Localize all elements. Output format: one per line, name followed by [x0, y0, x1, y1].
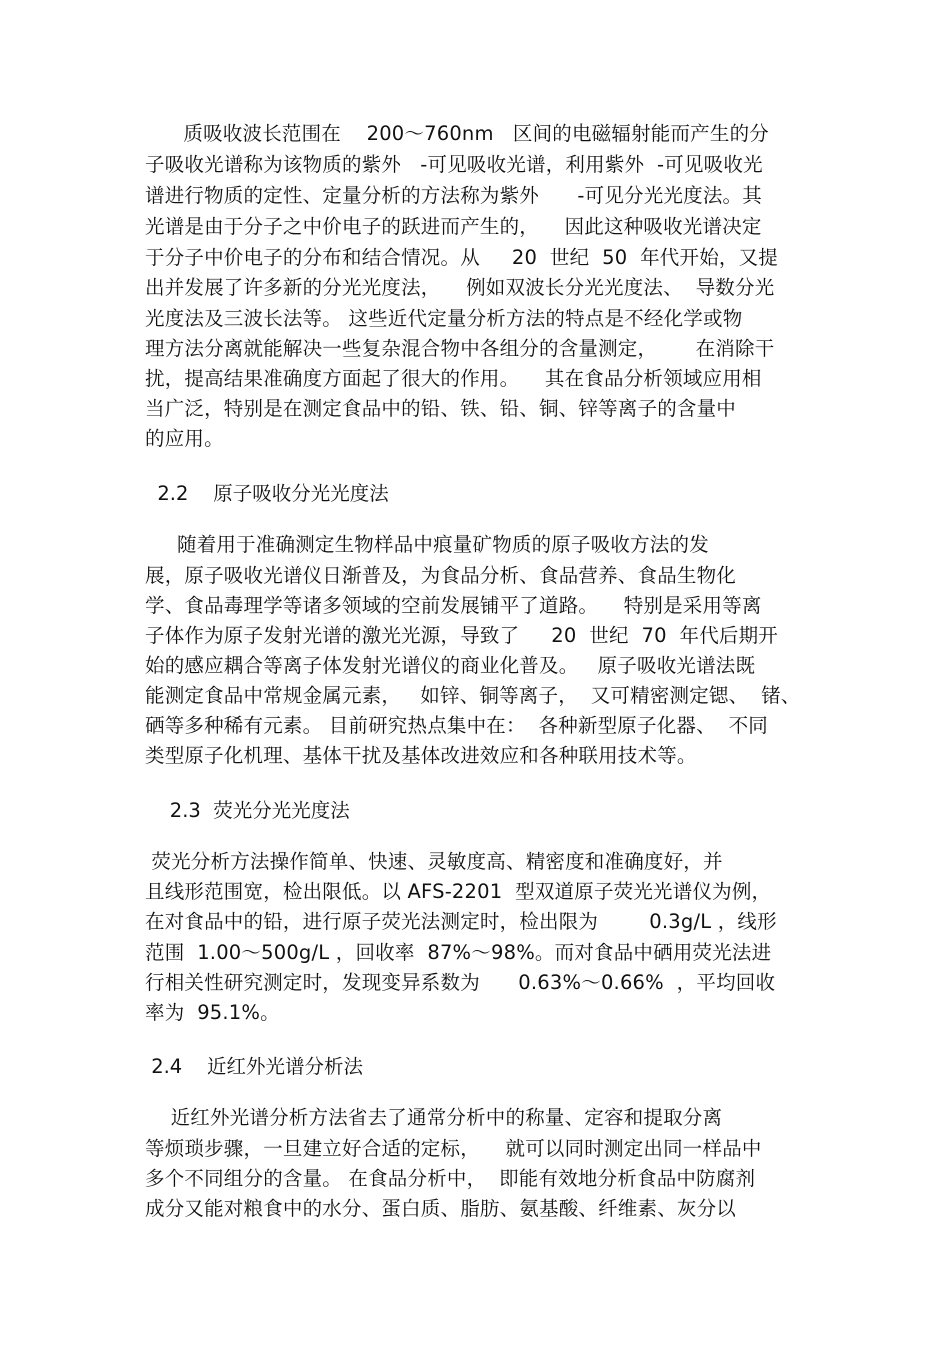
text-line: 硒等多种稀有元素。 目前研究热点集中在： 各种新型原子化器、 不同 [145, 714, 768, 737]
text-line: 光度法及三波长法等。 这些近代定量分析方法的特点是不经化学或物 [145, 307, 743, 330]
section-heading-2-4: 2.4 近红外光谱分析法 [145, 1055, 364, 1078]
text-line: 行相关性研究测定时，发现变异系数为 0.63%～0.66% ，平均回收 [145, 971, 776, 994]
text-line: 出并发展了许多新的分光光度法， 例如双波长分光光度法、 导数分光 [145, 276, 775, 299]
text-line: 光谱是由于分子之中价电子的跃进而产生的， 因此这种吸收光谱决定 [145, 215, 762, 238]
text-line: 始的感应耦合等离子体发射光谱仪的商业化普及。 原子吸收光谱法既 [145, 654, 756, 677]
text-line: 荧光分析方法操作简单、快速、灵敏度高、精密度和准确度好，并 [145, 850, 723, 873]
text-line: 在对食品中的铅，进行原子荧光法测定时，检出限为 0.3g/L ，线形 [145, 910, 777, 933]
text-line: 能测定食品中常规金属元素， 如锌、铜等离子， 又可精密测定锶、 锗、 [145, 684, 801, 707]
text-line: 等烦琐步骤，一旦建立好合适的定标， 就可以同时测定出同一样品中 [145, 1137, 762, 1160]
text-line: 近红外光谱分析方法省去了通常分析中的称量、定容和提取分离 [145, 1106, 723, 1129]
text-line: 学、食品毒理学等诸多领域的空前发展铺平了道路。 特别是采用等离 [145, 594, 762, 617]
section-heading-2-2: 2.2 原子吸收分光光度法 [145, 482, 389, 505]
text-line: 成分又能对粮食中的水分、蛋白质、脂肪、氨基酸、纤维素、灰分以 [145, 1197, 737, 1220]
text-line: 且线形范围宽，检出限低。以 AFS-2201 型双道原子荧光光谱仪为例， [145, 880, 772, 903]
text-line: 质吸收波长范围在 200～760nm 区间的电磁辐射能而产生的分 [145, 122, 769, 145]
text-line: 于分子中价电子的分布和结合情况。从 20 世纪 50 年代开始，又提 [145, 246, 779, 269]
text-line: 类型原子化机理、基体干扰及基体改进效应和各种联用技术等。 [145, 744, 697, 767]
text-line: 范围 1.00～500g/L ，回收率 87%～98%。而对食品中硒用荧光法进 [145, 941, 772, 964]
text-line: 多个不同组分的含量。 在食品分析中， 即能有效地分析食品中防腐剂 [145, 1167, 756, 1190]
text-line: 的应用。 [145, 427, 224, 450]
text-line: 子吸收光谱称为该物质的紫外 -可见吸收光谱，利用紫外 -可见吸收光 [145, 153, 763, 176]
text-line: 率为 95.1%。 [145, 1001, 280, 1024]
text-line: 当广泛，特别是在测定食品中的铅、铁、铅、铜、锌等离子的含量中 [145, 397, 737, 420]
text-line: 谱进行物质的定性、定量分析的方法称为紫外 -可见分光光度法。其 [145, 184, 762, 207]
text-line: 随着用于准确测定生物样品中痕量矿物质的原子吸收方法的发 [145, 533, 709, 556]
text-line: 展，原子吸收光谱仪日渐普及，为食品分析、食品营养、食品生物化 [145, 564, 737, 587]
section-heading-2-3: 2.3 荧光分光光度法 [145, 799, 350, 822]
text-line: 子体作为原子发射光谱的激光光源，导致了 20 世纪 70 年代后期开 [145, 624, 779, 647]
text-line: 扰，提高结果准确度方面起了很大的作用。 其在食品分析领域应用相 [145, 367, 762, 390]
text-line: 理方法分离就能解决一些复杂混合物中各组分的含量测定， 在消除干 [145, 337, 775, 360]
